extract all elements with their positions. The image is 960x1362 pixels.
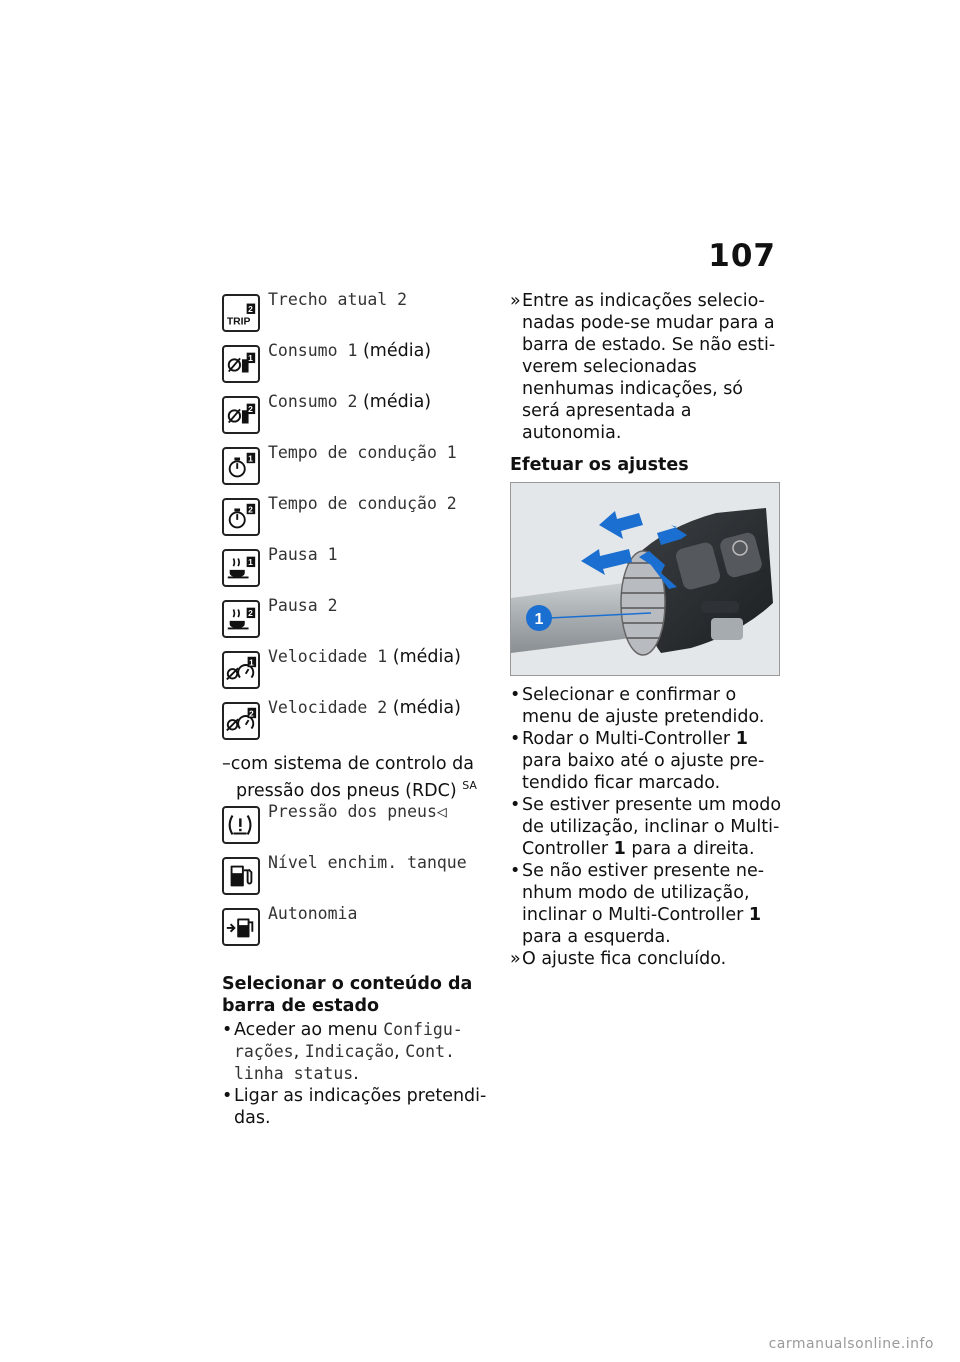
consumption-1-icon xyxy=(222,345,260,383)
status-option-row xyxy=(222,290,494,341)
status-icon-list-rdc xyxy=(222,802,494,955)
status-option-label: Tempo de condução 2 xyxy=(268,494,457,513)
status-option-row xyxy=(222,545,494,596)
status-option-row xyxy=(222,341,494,392)
svg-text:2: 2 xyxy=(248,504,253,515)
speed-1-icon xyxy=(222,651,260,689)
status-option-label: Consumo 2 (média) xyxy=(268,392,432,412)
fuel-level-icon xyxy=(222,857,260,895)
status-option-label: Pausa 2 xyxy=(268,596,338,615)
result-status-bar: » Entre as indicações selecionadas pode-se mudar para a barra de estado. Se não estiverem selecionadas nenhumas indicações, só será apresentada a autonomia. xyxy=(510,290,785,444)
tire-pressure-icon xyxy=(222,806,260,844)
range-icon xyxy=(222,908,260,946)
rdc-note: –com sistema de controlo da pressão dos pneus (RDC) $^{SA}$ xyxy=(222,754,477,801)
page-number: 107 xyxy=(708,238,776,274)
multi-controller-photo xyxy=(510,482,780,676)
bullet-enable-indications: • Ligar as indicações pretendidas. xyxy=(222,1085,494,1129)
status-option-label: Pressão dos pneus◁ xyxy=(268,801,447,821)
status-option-label: Pausa 1 xyxy=(268,545,338,564)
status-option-label: Autonomia xyxy=(268,903,358,923)
riding-time-1-icon xyxy=(222,447,260,485)
svg-text:2: 2 xyxy=(248,404,253,415)
watermark: carmanualsonline.info xyxy=(768,1336,934,1352)
result-setting-complete: » O ajuste fica concluído. xyxy=(510,948,785,970)
svg-text:2: 2 xyxy=(249,708,254,719)
pause-1-icon xyxy=(222,549,260,587)
status-option-label: Nível enchim. tanque xyxy=(268,852,467,872)
svg-text:TRIP: TRIP xyxy=(226,316,251,328)
status-option-row xyxy=(222,904,494,955)
svg-text:1: 1 xyxy=(249,657,254,668)
speed-2-icon xyxy=(222,702,260,740)
callout-label: 1 xyxy=(534,611,544,628)
svg-text:2: 2 xyxy=(248,304,253,315)
bullet-tilt-left: • Se não estiver presente nenhum modo de utilização, inclinar o Multi-Controller 1 para a esquerda. xyxy=(510,860,785,948)
status-option-row xyxy=(222,596,494,647)
status-option-row xyxy=(222,494,494,545)
bullet-select-menu: • Selecionar e confirmar o menu de ajuste pretendido. xyxy=(510,684,785,728)
status-option-label: Velocidade 2 (média) xyxy=(268,698,461,718)
left-column xyxy=(222,290,494,1129)
status-option-label: Trecho atual 2 xyxy=(268,290,408,309)
handlebar-illustration xyxy=(511,483,779,675)
trip-2-icon xyxy=(222,294,260,332)
section-heading-settings: Efetuar os ajustes xyxy=(510,455,689,475)
section-heading-status-bar: Selecionar o conteúdo da barra de estado xyxy=(222,973,473,1016)
riding-time-2-icon xyxy=(222,498,260,536)
status-option-label: Consumo 1 (média) xyxy=(268,341,432,361)
svg-text:1: 1 xyxy=(248,353,253,364)
status-option-row xyxy=(222,853,494,904)
svg-text:1: 1 xyxy=(248,557,253,568)
pause-2-icon xyxy=(222,600,260,638)
status-option-row xyxy=(222,647,494,698)
consumption-2-icon xyxy=(222,396,260,434)
svg-text:2: 2 xyxy=(248,608,253,619)
status-option-row xyxy=(222,443,494,494)
bullet-rotate-controller: • Rodar o Multi-Controller 1 para baixo até o ajuste pretendido ficar marcado. xyxy=(510,728,785,794)
status-option-row xyxy=(222,698,494,749)
status-option-row xyxy=(222,392,494,443)
bullet-tilt-right: • Se estiver presente um modo de utilização, inclinar o Multi-Controller 1 para a direita. xyxy=(510,794,785,860)
status-icon-list xyxy=(222,290,494,749)
right-column xyxy=(510,290,785,970)
status-option-label: Velocidade 1 (média) xyxy=(268,647,461,667)
status-option-label: Tempo de condução 1 xyxy=(268,443,457,462)
status-option-row xyxy=(222,802,494,853)
bullet-open-menu: • Aceder ao menu Configurações, Indicação, Cont. linha status. xyxy=(222,1019,494,1085)
svg-text:1: 1 xyxy=(248,453,253,464)
